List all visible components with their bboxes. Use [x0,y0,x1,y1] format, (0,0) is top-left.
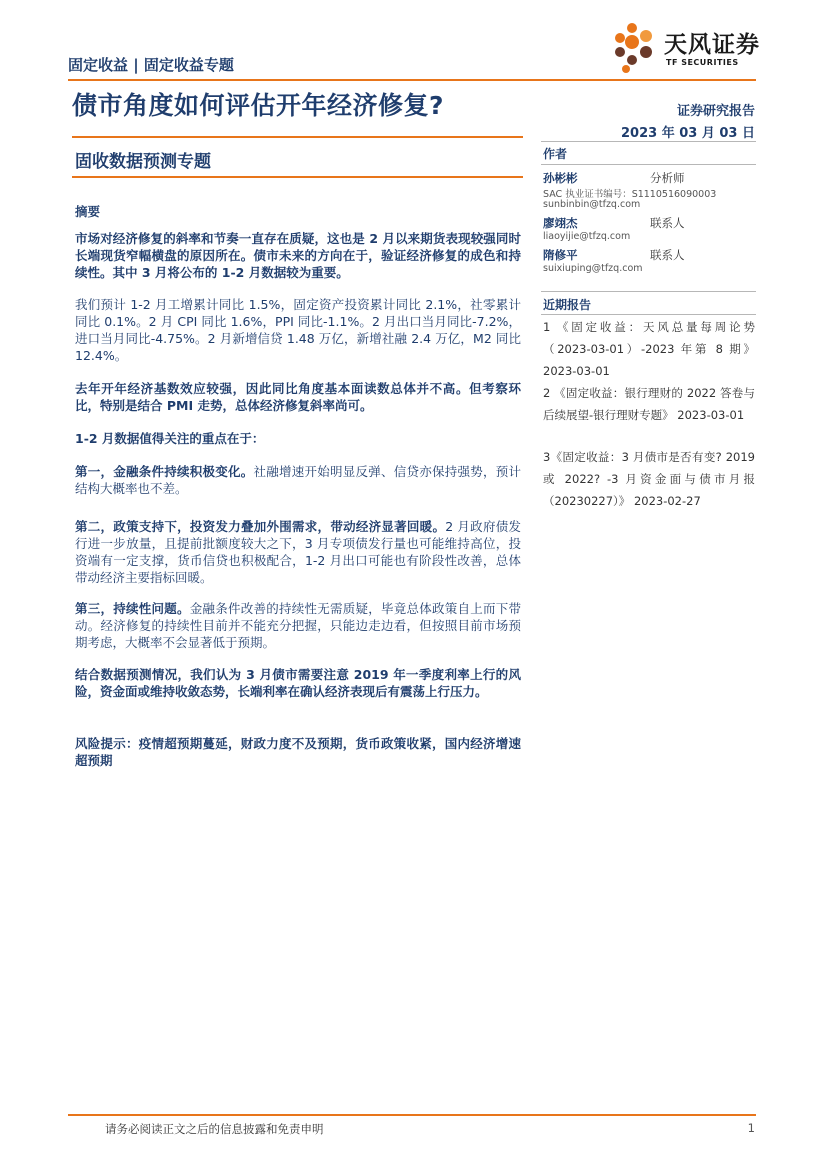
abstract-paragraph: 结合数据预测情况，我们认为 3 月债市需要注意 2019 年一季度利率上行的风险，资金面或维持收敛态势，长端利率在确认经济表现后有震荡上行压力。 [75,667,521,699]
author-email[interactable]: suixiuping@tfzq.com [543,263,643,274]
point-body: 社融增速开始明显反弹、信贷亦保持强势，预计结构大概率也不差。 [75,464,521,496]
authors-heading: 作者 [543,147,568,161]
point-lead: 第二，政策支持下，投资发力叠加外围需求，带动经济显著回暖。 [75,519,446,534]
risk-warning: 风险提示：疫情超预期蔓延，财政力度不及预期，货币政策收紧，国内经济增速超预期 [75,736,521,768]
recent-report-item[interactable]: 1 《固定收益：天风总量每周论势（2023-03-01）-2023 年第 8 期》 2023-03-01 [543,320,755,378]
recent-report-item[interactable]: 3《固定收益：3 月债市是否有变? 2019 或 2022? -3 月资金面与债市月报（20230227）》 2023-02-27 [543,450,755,508]
point-lead: 第三，持续性问题。 [75,601,190,616]
subtitle-divider [72,176,523,178]
abstract-paragraph: 市场对经济修复的斜率和节奏一直存在质疑，这也是 2 月以来期货表现较强同时长端现货窄幅横盘的原因所在。债市未来的方向在于，验证经济修复的成色和持续性。其中 3 月将公布的 1-2 月数据较为重要。 [75,231,521,280]
recent-reports-heading: 近期报告 [543,298,592,312]
author-cert: SAC 执业证书编号：S1110516090003 [543,189,717,200]
sidebar-divider [541,164,756,165]
sidebar-divider [541,314,756,315]
header-divider [68,79,756,81]
author-name: 廖翊杰 [543,216,578,230]
report-date: 2023 年 03 月 03 日 [621,126,755,141]
abstract-paragraph [75,600,521,651]
abstract-paragraph [75,463,521,497]
footer-disclaimer[interactable]: 请务必阅读正文之后的信息披露和免责申明 [105,1122,324,1136]
abstract-paragraph: 1-2 月数据值得关注的重点在于： [75,431,265,446]
abstract-paragraph: 去年开年经济基数效应较强，因此同比角度基本面读数总体并不高。但考察环比，特别是结合 PMI 走势，总体经济修复斜率尚可。 [75,381,521,413]
report-title: 债市角度如何评估开年经济修复? [72,91,445,120]
report-type: 证券研究报告 [676,104,755,119]
author-role: 联系人 [650,248,685,262]
sidebar-divider [541,141,756,142]
author-role: 联系人 [650,216,685,230]
point-body: 2 月政府债发行进一步放量，且提前批额度较大之下，3 月专项债发行量也可能维持高位，投资端有一定支撑，货币信贷也积极配合，1-2 月出口可能也有阶段性改善，总体带动经济主要指标回暖。 [75,519,521,585]
logo-text: 天风证券 [664,32,760,58]
point-body: 金融条件改善的持续性无需质疑，毕竟总体政策自上而下带动。经济修复的持续性目前并不能充分把握，只能边走边看，但按照目前市场预期考虑，大概率不会显著低于预期。 [75,601,521,650]
author-name: 孙彬彬 [543,171,578,185]
author-role: 分析师 [650,171,685,185]
report-subtitle: 固收数据预测专题 [75,152,211,172]
point-lead: 第一，金融条件持续积极变化。 [75,464,254,479]
author-email[interactable]: sunbinbin@tfzq.com [543,199,641,210]
report-category: 固定收益 | 固定收益专题 [68,56,234,74]
company-logo [612,22,762,74]
sidebar-divider [541,291,756,292]
page-number: 1 [747,1121,755,1135]
title-divider [72,136,523,138]
footer-divider [68,1114,756,1116]
author-name: 隋修平 [543,248,578,262]
abstract-paragraph [75,518,521,586]
logo-mark-icon [612,22,660,74]
logo-subtext: TF SECURITIES [666,58,739,67]
recent-report-item[interactable]: 2 《固定收益：银行理财的 2022 答卷与后续展望-银行理财专题》 2023-03-01 [543,386,755,422]
author-email[interactable]: liaoyijie@tfzq.com [543,231,631,242]
abstract-heading: 摘要 [75,204,101,219]
abstract-paragraph: 我们预计 1-2 月工增累计同比 1.5%，固定资产投资累计同比 2.1%，社零累计同比 0.1%。2 月 CPI 同比 1.6%，PPI 同比-1.1%。2 月出口当月同比-7.2%，进口当月同比-4.75%。2 月新增信贷 1.48 万亿，新增社融 2.4 万亿，M2 同比 12.4%。 [75,297,521,363]
